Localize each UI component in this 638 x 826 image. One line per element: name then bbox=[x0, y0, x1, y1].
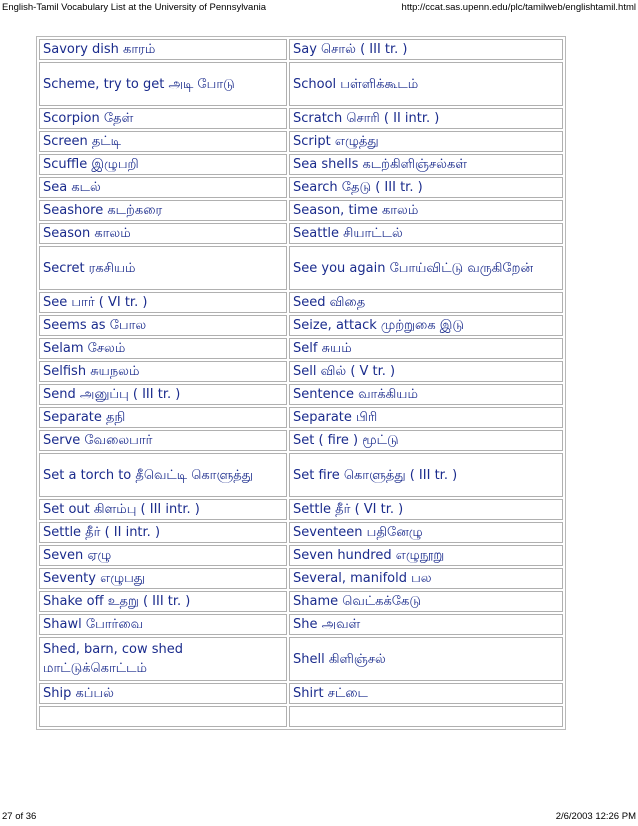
vocab-entry-right bbox=[289, 706, 563, 727]
table-row bbox=[39, 453, 563, 497]
vocab-entry-right: Set ( fire ) மூட்டு bbox=[289, 430, 563, 451]
vocab-entry-right: Set fire கொளுத்து ( III tr. ) bbox=[289, 453, 563, 497]
table-row bbox=[39, 338, 563, 359]
table-row bbox=[39, 246, 563, 290]
table-row bbox=[39, 614, 563, 635]
vocab-entry-right: She அவள் bbox=[289, 614, 563, 635]
vocab-entry-right: Say சொல் ( III tr. ) bbox=[289, 39, 563, 60]
table-row bbox=[39, 568, 563, 589]
table-row bbox=[39, 407, 563, 428]
vocab-entry-left: Set out கிளம்பு ( III intr. ) bbox=[39, 499, 287, 520]
vocab-entry-right: Shame வெட்கக்கேடு bbox=[289, 591, 563, 612]
page-header-title: English-Tamil Vocabulary List at the University of Pennsylvania bbox=[2, 2, 267, 13]
vocab-entry-right: Settle தீர் ( VI tr. ) bbox=[289, 499, 563, 520]
vocab-entry-right: Search தேடு ( III tr. ) bbox=[289, 177, 563, 198]
vocab-entry-left: Shake off உதறு ( III tr. ) bbox=[39, 591, 287, 612]
vocab-entry-right: Sell வில் ( V tr. ) bbox=[289, 361, 563, 382]
vocab-entry-right: Seize, attack முற்றுகை இடு bbox=[289, 315, 563, 336]
table-row bbox=[39, 315, 563, 336]
vocab-entry-left: Shawl போர்வை bbox=[39, 614, 287, 635]
vocab-entry-right: Season, time காலம் bbox=[289, 200, 563, 221]
vocab-entry-left: Seems as போல bbox=[39, 315, 287, 336]
vocab-entry-left: Selfish சுயநலம் bbox=[39, 361, 287, 382]
vocab-entry-right: Seattle சியாட்டல் bbox=[289, 223, 563, 244]
vocab-entry-right: Seventeen பதினேழு bbox=[289, 522, 563, 543]
vocabulary-table-body bbox=[39, 39, 563, 727]
page-header-url: http://ccat.sas.upenn.edu/plc/tamilweb/englishtamil.html bbox=[401, 2, 636, 13]
vocab-entry-right: Shell கிளிஞ்சல் bbox=[289, 637, 563, 681]
vocab-entry-left: Screen தட்டி bbox=[39, 131, 287, 152]
vocab-entry-left: Separate தநி bbox=[39, 407, 287, 428]
vocab-entry-left: See பார் ( VI tr. ) bbox=[39, 292, 287, 313]
vocab-entry-left: Scheme, try to get அடி போடு bbox=[39, 62, 287, 106]
table-row bbox=[39, 361, 563, 382]
vocab-entry-right: Sentence வாக்கியம் bbox=[289, 384, 563, 405]
vocab-entry-right: Script எழுத்து bbox=[289, 131, 563, 152]
vocab-entry-right: School பள்ளிக்கூடம் bbox=[289, 62, 563, 106]
vocab-entry-left: Shed, barn, cow shed மாட்டுக்கொட்டம் bbox=[39, 637, 287, 681]
vocab-entry-right: Seven hundred எழுநூறு bbox=[289, 545, 563, 566]
table-row bbox=[39, 430, 563, 451]
vocab-entry-right: Shirt சட்டை bbox=[289, 683, 563, 704]
vocab-entry-left: Seven ஏழு bbox=[39, 545, 287, 566]
table-row bbox=[39, 545, 563, 566]
table-row bbox=[39, 706, 563, 727]
table-row bbox=[39, 292, 563, 313]
vocab-entry-left: Scuffle இழுபறி bbox=[39, 154, 287, 175]
vocab-entry-right: See you again போய்விட்டு வருகிறேன் bbox=[289, 246, 563, 290]
vocab-entry-right: Seed விதை bbox=[289, 292, 563, 313]
table-row bbox=[39, 200, 563, 221]
table-row bbox=[39, 177, 563, 198]
table-row bbox=[39, 62, 563, 106]
vocab-entry-right: Several, manifold பல bbox=[289, 568, 563, 589]
vocab-entry-right: Scratch சொரி ( II intr. ) bbox=[289, 108, 563, 129]
table-row bbox=[39, 683, 563, 704]
vocab-entry-left: Savory dish காரம் bbox=[39, 39, 287, 60]
table-row bbox=[39, 637, 563, 681]
print-datetime: 2/6/2003 12:26 PM bbox=[555, 811, 636, 822]
page-number: 27 of 36 bbox=[2, 811, 37, 822]
table-row bbox=[39, 591, 563, 612]
table-row bbox=[39, 108, 563, 129]
table-row bbox=[39, 131, 563, 152]
table-row bbox=[39, 154, 563, 175]
vocab-entry-left: Settle தீர் ( II intr. ) bbox=[39, 522, 287, 543]
vocab-entry-left: Ship கப்பல் bbox=[39, 683, 287, 704]
vocab-entry-left: Serve வேலைபார் bbox=[39, 430, 287, 451]
table-row bbox=[39, 499, 563, 520]
table-row bbox=[39, 223, 563, 244]
table-row bbox=[39, 522, 563, 543]
vocab-entry-left: Set a torch to தீவெட்டி கொளுத்து bbox=[39, 453, 287, 497]
vocab-entry-right: Sea shells கடற்கிளிஞ்சல்கள் bbox=[289, 154, 563, 175]
table-row bbox=[39, 39, 563, 60]
vocab-entry-left: Secret ரகசியம் bbox=[39, 246, 287, 290]
vocab-entry-right: Self சுயம் bbox=[289, 338, 563, 359]
vocab-entry-left: Season காலம் bbox=[39, 223, 287, 244]
vocab-entry-left: Seashore கடற்கரை bbox=[39, 200, 287, 221]
table-row bbox=[39, 384, 563, 405]
vocab-entry-right: Separate பிரி bbox=[289, 407, 563, 428]
vocab-entry-left: Seventy எழுபது bbox=[39, 568, 287, 589]
vocab-entry-left: Send அனுப்பு ( III tr. ) bbox=[39, 384, 287, 405]
vocab-entry-left: Selam சேலம் bbox=[39, 338, 287, 359]
vocab-entry-left: Scorpion தேள் bbox=[39, 108, 287, 129]
vocabulary-table bbox=[36, 36, 566, 730]
vocab-entry-left bbox=[39, 706, 287, 727]
vocab-entry-left: Sea கடல் bbox=[39, 177, 287, 198]
